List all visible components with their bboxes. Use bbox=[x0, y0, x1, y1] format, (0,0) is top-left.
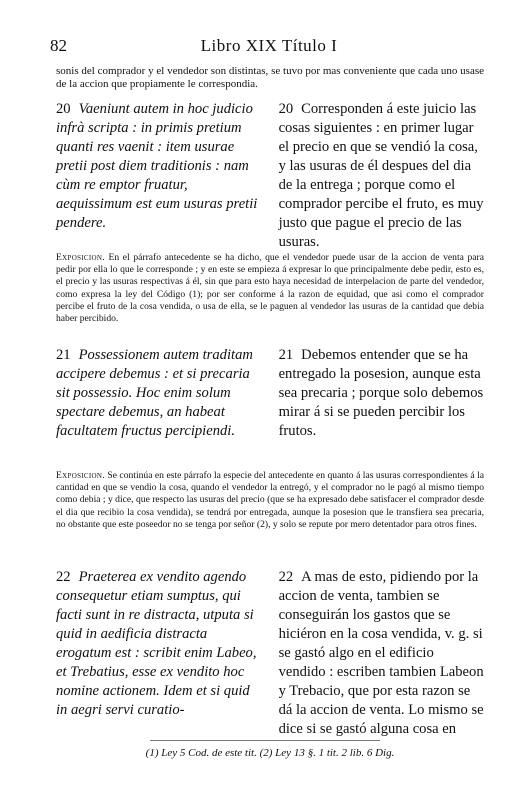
section-22 bbox=[56, 568, 484, 739]
spanish-text bbox=[279, 568, 484, 739]
latin-body: Praeterea ex vendito agendo consequetur etiam sumptus, qui facti sunt in re distracta, utputa si quid in aedificia distracta erogatum est : scribit enim Labeo, et Trebatius, esse ex vendito hoc nomine actionem. Idem et si quid in aegri servi curatio- bbox=[56, 569, 257, 718]
exposition-20 bbox=[56, 252, 484, 325]
exposition-label: Exposicion. bbox=[56, 470, 105, 481]
footnote: (1) Ley 5 Cod. de este tit. (2) Ley 13 §. 1 tit. 2 lib. 6 Dig. bbox=[145, 747, 395, 759]
spanish-body: A mas de esto, pidiendo por la accion de venta, tambien se conseguirán los gastos que se hiciéron en la cosa vendida, v. g. si se gastó algo en el edificio vendido : escriben tambien Labeon y Trebacio, que por esta razon se dá la accion de venta. Lo mismo se dice si se gastó alguna cosa en bbox=[278, 569, 484, 737]
latin-text bbox=[56, 346, 261, 441]
spanish-body: Corresponden á este juicio las cosas siguientes : en primer lugar el precio en que se vendió la cosa, y las usuras de él despues del dia de la entrega ; porque como el comprador percibe el fruto, es muy justo que pague el precio de las usuras. bbox=[278, 101, 484, 250]
latin-text bbox=[56, 568, 261, 739]
section-number: 21 bbox=[56, 347, 71, 363]
section-20 bbox=[56, 100, 484, 252]
exposition-body: Se continúa en este párrafo la especie del antecedente en quanto á las usuras correspondientes á la cantidad en que se vendio la cosa, quando el vendedor la entregó, y el comprador no le pagó al mismo tiempo como debia ; y dice, que respecto las usuras del precio (que se ha expresado debe satisfacer el comprador desde el dia que recibio la cosa vendida), se tendrá por entregada, aunque la posesion que le transfiera sea precaria, no obstante que este poseedor no se tenga por señor (2), y solo se repute por mero detentador para otros fines. bbox=[56, 470, 484, 530]
spanish-text bbox=[279, 100, 484, 252]
section-number: 22 bbox=[278, 569, 294, 585]
spanish-text bbox=[279, 346, 484, 441]
section-21 bbox=[56, 346, 484, 441]
continuation-paragraph: sonis del comprador y el vendedor son distintas, se tuvo por mas conveniente que cada uno usase de la accion que propiamente le correspondia. bbox=[56, 65, 484, 90]
section-number: 20 bbox=[278, 101, 294, 117]
exposition-body: En el párrafo antecedente se ha dicho, que el vendedor puede usar de la accion de venta para pedir por ella lo que le corresponde ; y en este se empieza á expresar lo que principalmente debe pedir, esto es, el precio y las usuras respectivas á él, sin que para esto haya necesidad de interpelacion de parte del vendedor, como expresa la ley del Código (1); por ser conforme á la razon de equidad, que asi como el comprador percibe el fruto de la cosa vendida, o usa de ella, se le paguen al vendedor las usuras de la cantidad que debia haber percibido. bbox=[56, 252, 484, 325]
page-number: 82 bbox=[50, 36, 67, 55]
section-number: 20 bbox=[56, 101, 71, 117]
latin-body: Vaeniunt autem in hoc judicio infrà scripta : in primis pretium quanti res vaenit : item usurae pretii post diem traditionis : nam cùm re emptor fruatur, aequissimum est eum usuras pretii pendere. bbox=[56, 101, 258, 231]
latin-body: Possessionem autem traditam accipere debemus : et si precaria sit possessio. Hoc enim solum spectare debemus, an habeat facultatem fructus percipiendi. bbox=[56, 347, 253, 439]
footnote-rule bbox=[150, 740, 380, 741]
spanish-body: Debemos entender que se ha entregado la posesion, aunque esta sea precaria ; porque solo debemos mirar á si se pueden percibir los frutos. bbox=[278, 347, 484, 439]
section-number: 22 bbox=[56, 569, 71, 585]
running-title: Libro XIX Título I bbox=[200, 36, 338, 55]
page-header bbox=[50, 36, 488, 58]
section-number: 21 bbox=[278, 347, 294, 363]
exposition-label: Exposicion. bbox=[56, 252, 105, 263]
latin-text bbox=[56, 100, 261, 252]
exposition-21 bbox=[56, 470, 484, 531]
